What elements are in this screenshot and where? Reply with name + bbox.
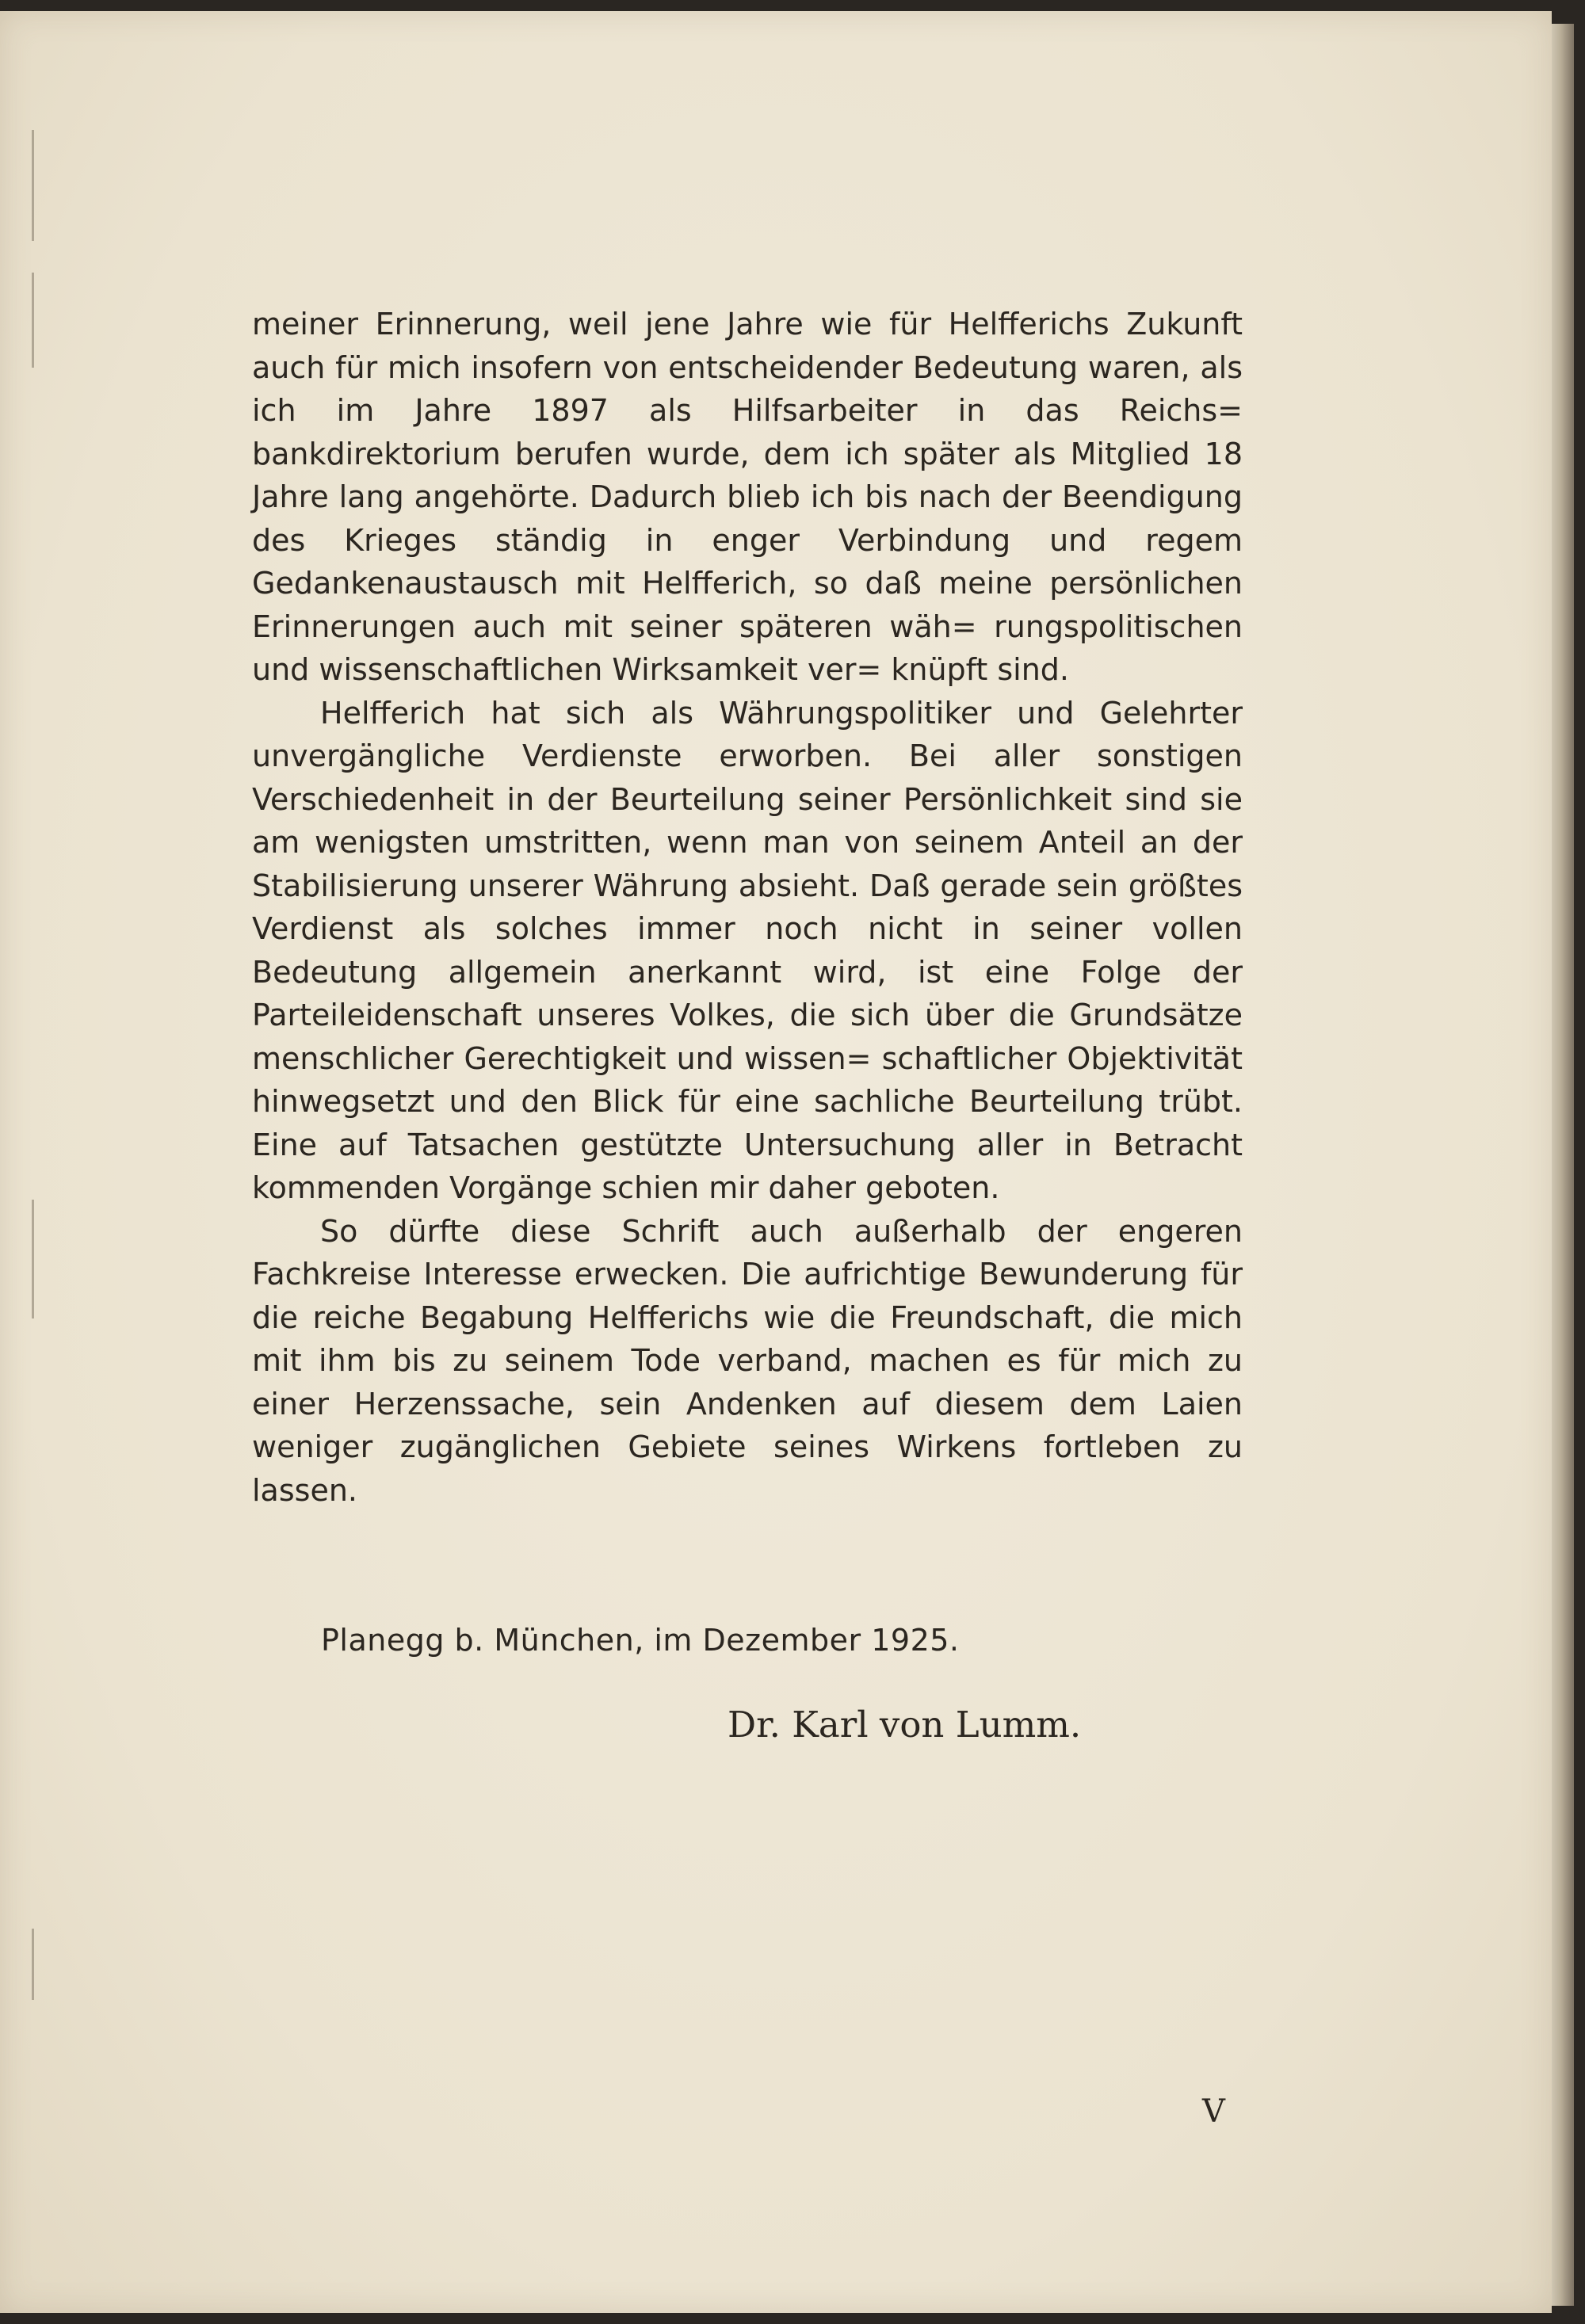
page-number: V xyxy=(1202,2093,1225,2130)
body-text xyxy=(252,303,1243,1512)
binding-mark xyxy=(32,1200,34,1318)
book-edge xyxy=(1552,24,1574,2306)
binding-mark xyxy=(32,130,34,241)
paragraph-continuation: meiner Erinnerung, weil jene Jahre wie für Helfferichs Zukunft auch für mich insofern von entscheidender Bedeutung waren, als ich im Jahre 1897 als Hilfsarbeiter in das Reichs= bankdirektorium berufen wurde, dem ich später als Mitglied 18 Jahre lang angehörte. Dadurch blieb ich bis nach der Beendigung des Krieges ständig in enger Verbindung und regem Gedankenaustausch mit Helfferich, so daß meine persönlichen Erinnerungen auch mit seiner späteren wäh= rungspolitischen und wissenschaftlichen Wirksamkeit ver= knüpft sind. xyxy=(252,307,1243,687)
binding-mark xyxy=(32,273,34,368)
paragraph-helfferich-merits: Helfferich hat sich als Währungspolitiker und Gelehrter unvergängliche Verdienste erworben. Bei aller sonstigen Verschiedenheit in der Beurteilung seiner Persönlichkeit sind sie am wenigsten umstritten, wenn man von seinem Anteil an der Stabilisierung unserer Währung absieht. Daß gerade sein größtes Verdienst als solches immer noch nicht in seiner vollen Bedeutung allgemein anerkannt wird, ist eine Folge der Parteileidenschaft unseres Volkes, die sich über die Grundsätze menschlicher Gerechtigkeit und wissen= schaftlicher Objektivität hinwegsetzt und den Blick für eine sachliche Beurteilung trübt. Eine auf Tatsachen gestützte Untersuchung aller in Betracht kommenden Vorgänge schien mir daher geboten. xyxy=(252,695,1243,1205)
paragraph-closing: So dürfte diese Schrift auch außerhalb der engeren Fachkreise Interesse erwecken. Die aufrichtige Bewunderung für die reiche Begabung Helfferichs wie die Freundschaft, die mich mit ihm bis zu seinem Tode verband, machen es für mich zu einer Herzenssache, sein Andenken auf diesem dem Laien weniger zugänglichen Gebiete seines Wirkens fortleben zu lassen. xyxy=(252,1213,1243,1508)
binding-mark xyxy=(32,1929,34,2000)
place-and-date: Planegg b. München, im Dezember 1925. xyxy=(321,1623,960,1658)
author-signature: Dr. Karl von Lumm. xyxy=(728,1704,1082,1746)
